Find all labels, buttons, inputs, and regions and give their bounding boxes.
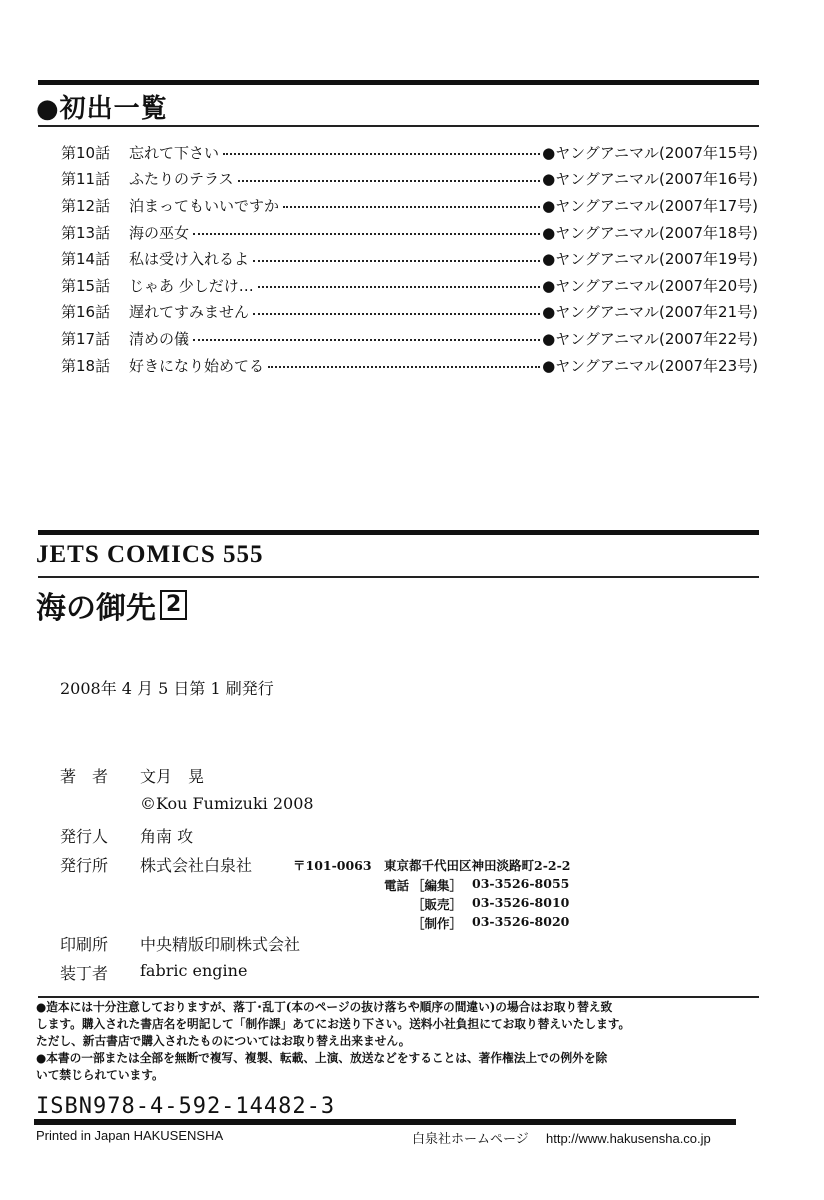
top-thick-rule xyxy=(38,80,759,85)
notice-line: ただし、新古書店で購入されたものについてはお取り替え出来ません。 xyxy=(36,1034,411,1048)
postal-code: 〒101-0063 xyxy=(293,858,372,873)
footer-thick-rule xyxy=(34,1119,736,1125)
leader-dots xyxy=(193,233,540,235)
leader-dots xyxy=(223,153,540,155)
series-name: JETS COMICS 555 xyxy=(36,541,264,568)
publisher-person: 角南 攻 xyxy=(140,827,194,846)
episode-row xyxy=(61,352,758,379)
episode-source: ●ヤングアニマル(2007年23号) xyxy=(542,356,758,375)
heading-underline xyxy=(38,125,759,127)
copyright: ©Kou Fumizuki 2008 xyxy=(140,794,314,813)
leader-dots xyxy=(193,339,540,341)
episode-row xyxy=(61,219,758,246)
notice-line: ●造本には十分注意しておりますが、落丁･乱丁(本のページの抜け落ちや順序の間違い)の場合はお取り替え致 xyxy=(36,1000,613,1014)
homepage-url[interactable]: http://www.hakusensha.co.jp xyxy=(546,1131,711,1146)
series-underline xyxy=(38,576,759,578)
printer-label: 印刷所 xyxy=(60,935,109,954)
episode-source: ●ヤングアニマル(2007年20号) xyxy=(542,276,758,295)
episode-list xyxy=(61,139,758,378)
episode-title: ふたりのテラス xyxy=(129,170,234,189)
colophon-thick-rule xyxy=(38,530,759,535)
episode-number: 第16話 xyxy=(61,303,111,322)
episode-title: 清めの儀 xyxy=(129,329,190,348)
episode-row xyxy=(61,272,758,299)
notice-line: します。購入された書店名を明記して「制作課」あてにお送り下さい。送料小社負担にてお取り替えいたします。 xyxy=(36,1017,631,1031)
volume-number: 2 xyxy=(160,590,187,620)
episode-number: 第11話 xyxy=(61,170,111,189)
episode-number: 第18話 xyxy=(61,356,111,375)
notices xyxy=(36,999,766,1084)
episode-number: 第14話 xyxy=(61,250,111,269)
episode-title: 私は受け入れるよ xyxy=(129,250,250,269)
episode-number: 第12話 xyxy=(61,196,111,215)
phone-number: 03-3526-8055 xyxy=(472,876,570,891)
issue-date: 2008年 4 月 5 日第 1 刷発行 xyxy=(60,679,274,698)
publisher-label: 発行所 xyxy=(60,856,109,875)
author-name: 文月 晃 xyxy=(140,767,205,786)
episode-source: ●ヤングアニマル(2007年22号) xyxy=(542,329,758,348)
printer-name: 中央精版印刷株式会社 xyxy=(140,935,301,954)
leader-dots xyxy=(253,260,540,262)
episode-title: 海の巫女 xyxy=(129,223,190,242)
homepage xyxy=(412,1128,711,1147)
episode-title: 遅れてすみません xyxy=(129,303,250,322)
publisher-name: 株式会社白泉社 xyxy=(140,856,253,875)
leader-dots xyxy=(258,286,540,288)
homepage-label: 白泉社ホームページ xyxy=(412,1131,529,1146)
isbn: ISBN978-4-592-14482-3 xyxy=(36,1094,336,1119)
phone-dept: ［編集］ xyxy=(412,878,463,893)
book-title xyxy=(36,583,187,627)
episode-source: ●ヤングアニマル(2007年19号) xyxy=(542,250,758,269)
episode-title: 泊まってもいいですか xyxy=(129,196,280,215)
episode-source: ●ヤングアニマル(2007年18号) xyxy=(542,223,758,242)
episode-title: 好きになり始めてる xyxy=(129,356,265,375)
episode-source: ●ヤングアニマル(2007年16号) xyxy=(542,170,758,189)
printed-in: Printed in Japan HAKUSENSHA xyxy=(36,1128,224,1143)
phone-dept: ［販売］ xyxy=(412,897,463,912)
episode-number: 第17話 xyxy=(61,329,111,348)
leader-dots xyxy=(283,206,540,208)
episode-source: ●ヤングアニマル(2007年17号) xyxy=(542,196,758,215)
author-label: 著 者 xyxy=(60,767,109,786)
book-title-text: 海の御先 xyxy=(36,591,156,626)
notices-rule xyxy=(38,996,759,998)
episode-row xyxy=(61,166,758,193)
episode-number: 第10話 xyxy=(61,143,111,162)
address: 東京都千代田区神田淡路町2-2-2 xyxy=(384,858,571,873)
leader-dots xyxy=(238,180,541,182)
episode-row xyxy=(61,325,758,352)
notice-line: いて禁じられています。 xyxy=(36,1068,164,1082)
episode-row xyxy=(61,299,758,326)
episode-row xyxy=(61,245,758,272)
episode-source: ●ヤングアニマル(2007年15号) xyxy=(542,143,758,162)
phone-dept: ［制作］ xyxy=(412,916,463,931)
notice-line: ●本書の一部または全部を無断で複写、複製、転載、上演、放送などをすることは、著作権法上での例外を除 xyxy=(36,1051,608,1065)
leader-dots xyxy=(253,313,540,315)
episode-number: 第15話 xyxy=(61,276,111,295)
leader-dots xyxy=(268,366,540,368)
phone-label: 電話 xyxy=(384,878,410,893)
phone-number: 03-3526-8010 xyxy=(472,895,570,910)
episode-row xyxy=(61,139,758,166)
episode-title: じゃあ 少しだけ… xyxy=(129,276,254,295)
episode-source: ●ヤングアニマル(2007年21号) xyxy=(542,303,758,322)
episode-row xyxy=(61,192,758,219)
designer-name: fabric engine xyxy=(140,961,248,980)
designer-label: 装丁者 xyxy=(60,964,109,983)
first-appearance-heading: ●初出一覧 xyxy=(36,94,168,124)
episode-title: 忘れて下さい xyxy=(129,143,220,162)
publisher-person-label: 発行人 xyxy=(60,827,109,846)
phone-number: 03-3526-8020 xyxy=(472,914,570,929)
episode-number: 第13話 xyxy=(61,223,111,242)
